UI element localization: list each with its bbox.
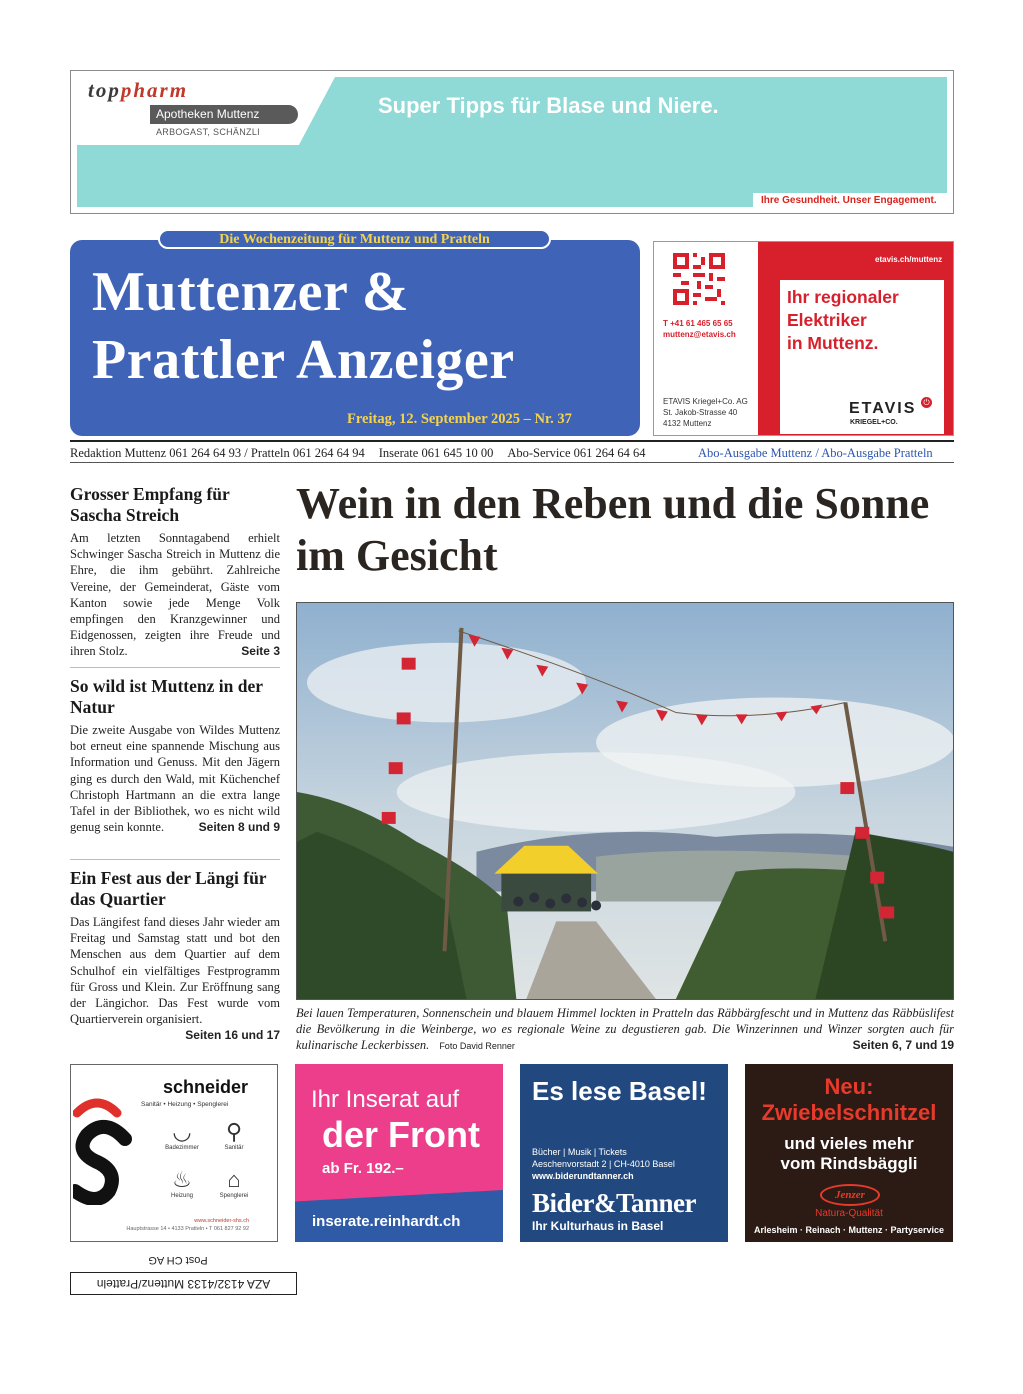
jenzer-more	[745, 1134, 953, 1174]
photo-caption	[296, 1005, 954, 1054]
schneider-contact	[115, 1217, 249, 1233]
etavis-logo-sub: KRIEGEL+CO.	[850, 419, 898, 426]
toppharm-logo: toppharm	[88, 78, 189, 102]
toppharm-headline: Super Tipps für Blase und Niere.	[378, 93, 719, 118]
wrench-icon: ⚲	[225, 1119, 243, 1144]
etavis-headline-line: in Muttenz.	[787, 333, 879, 353]
contact-abo: Abo-Service 061 264 64 64	[507, 446, 646, 460]
service-label: Sanitär	[224, 1145, 244, 1151]
teaser-text: Das Längifest fand dieses Jahr wieder am Freitag und Samstag statt und bot den Menschen aus dem Quartier auf dem Schulhof ein vielfältiges Festprogramm für Gross und Klein. Zur Eröffnung sang der Längichor. Das Fest wurde vom Quartierverein organisiert.	[70, 915, 280, 1027]
teaser-article[interactable]	[70, 868, 280, 1044]
basel-info-line: Aeschenvorstadt 2 | CH-4010 Basel	[532, 1159, 675, 1169]
etavis-address	[663, 396, 748, 429]
teaser-page-ref[interactable]: Seiten 16 und 17	[185, 1028, 280, 1043]
schneider-services: Sanitär • Heizung • Spenglerei	[141, 1101, 229, 1108]
etavis-email: muttenz@etavis.ch	[663, 330, 736, 339]
sanitary-service	[207, 1119, 261, 1151]
etavis-addr-line: ETAVIS Kriegel+Co. AG	[663, 397, 748, 406]
power-icon: ⏻	[921, 397, 932, 408]
basel-url[interactable]: www.biderundtanner.ch	[532, 1171, 634, 1181]
heater-icon: ♨	[172, 1167, 192, 1192]
roofing-service	[207, 1167, 261, 1199]
teaser-title[interactable]: Grosser Empfang für Sascha Streich	[70, 484, 230, 525]
jenzer-more-line: vom Rindsbäggli	[780, 1154, 918, 1173]
teaser-page-ref[interactable]: Seiten 8 und 9	[198, 820, 280, 835]
masthead-title	[92, 258, 515, 394]
jenzer-quality: Natura-Qualität	[815, 1208, 883, 1219]
teaser-article[interactable]	[70, 676, 280, 835]
divider	[70, 667, 280, 668]
toppharm-sub: ARBOGAST, SCHÄNZLI	[156, 127, 260, 137]
inserat-price: ab Fr. 192.–	[322, 1160, 404, 1177]
inserat-url[interactable]: inserate.reinhardt.ch	[312, 1213, 461, 1230]
basel-headline: Es lese Basel!	[532, 1076, 707, 1106]
divider	[70, 859, 280, 860]
schneider-ad[interactable]	[70, 1064, 278, 1242]
teaser-title[interactable]: So wild ist Muttenz in der Natur	[70, 676, 263, 717]
teaser-text: Am letzten Sonntagabend erhielt Schwinger Sascha Streich in Muttenz die Ehre, die ihm gebührt. Zahlreiche Vereine, der Gemeinderat, Gäste vom Kanton sowie jede Menge Volk empfingen den Kranzgewinner und Eidgenossen, zeigten ihre Freude und ihren Stolz.	[70, 531, 280, 659]
bider-tanner-logo: Bider&Tanner	[532, 1188, 697, 1218]
teaser-title[interactable]: Ein Fest aus der Längi für das Quartier	[70, 868, 267, 909]
schneider-brand: schneider	[163, 1077, 249, 1097]
heating-service	[155, 1167, 209, 1199]
masthead-tagline: Die Wochenzeitung für Muttenz und Pratteln	[158, 229, 551, 249]
issue-date: Freitag, 12. September 2025 – Nr. 37	[347, 411, 572, 427]
service-label: Spenglerei	[219, 1193, 249, 1199]
service-label: Badezimmer	[165, 1145, 199, 1151]
bider-tanner-ad[interactable]	[520, 1064, 728, 1242]
bathtub-icon: ◡	[172, 1119, 192, 1144]
basel-info-line: Bücher | Musik | Tickets	[532, 1147, 627, 1157]
jenzer-product: Zwiebelschnitzel	[761, 1100, 937, 1125]
postal-post: Post CH AG	[148, 1254, 208, 1266]
basel-info	[532, 1146, 675, 1182]
schneider-logo-icon	[73, 1095, 137, 1205]
etavis-contact	[663, 318, 736, 340]
basel-sub: Ihr Kulturhaus in Basel	[532, 1219, 664, 1233]
story-page-ref[interactable]: Seiten 6, 7 und 19	[852, 1038, 954, 1052]
contact-bar	[70, 446, 646, 461]
jenzer-ad[interactable]	[745, 1064, 953, 1242]
teaser-body	[70, 530, 280, 660]
masthead-title-line1: Muttenzer &	[92, 261, 409, 323]
etavis-addr-line: St. Jakob-Strasse 40	[663, 408, 738, 417]
service-label: Heizung	[170, 1193, 193, 1199]
qr-code-icon[interactable]	[673, 253, 725, 305]
etavis-addr-line: 4132 Muttenz	[663, 419, 712, 428]
photo-credit: Foto David Renner	[439, 1041, 515, 1051]
jenzer-logo: Jenzer	[820, 1184, 880, 1206]
inserat-line1: Ihr Inserat auf	[311, 1086, 460, 1113]
jenzer-locations: Arlesheim · Reinach · Muttenz · Partyservice	[753, 1225, 945, 1235]
jenzer-new: Neu:	[824, 1074, 874, 1099]
etavis-phone: T +41 61 465 65 65	[663, 319, 733, 328]
inserat-ad[interactable]	[295, 1064, 503, 1242]
toppharm-pill: Apotheken Muttenz	[150, 105, 298, 124]
postal-aza: AZA 4132/4133 Muttenz/Pratteln	[70, 1272, 297, 1295]
masthead-title-line2: Prattler Anzeiger	[92, 329, 515, 391]
caption-text: Bei lauen Temperaturen, Sonnenschein und blauem Himmel lockten in Pratteln das Räbbärgfescht und in Muttenz das Räbbüslifest die Bevölkerung in die Weinberge, wo es regionale Weine zu degustieren gab. Die Winzerinnen und Winzer sorgten auch für kulinarische Leckerbissen.	[296, 1006, 954, 1052]
teaser-page-ref[interactable]: Seite 3	[241, 644, 280, 659]
teaser-body	[70, 914, 280, 1043]
vineyard-photo[interactable]	[296, 602, 954, 1000]
etavis-headline-line: Elektriker	[787, 310, 867, 330]
divider	[70, 462, 954, 463]
abo-ausgabe-link[interactable]: Abo-Ausgabe Muttenz / Abo-Ausgabe Pratteln	[698, 446, 933, 460]
etavis-logo: ETAVIS	[849, 400, 917, 417]
schneider-address: Hauptstrasse 14 • 4133 Pratteln • T 061 827 92 92	[126, 1226, 249, 1232]
etavis-url[interactable]: etavis.ch/muttenz	[875, 255, 943, 264]
toppharm-footer: Ihre Gesundheit. Unser Engagement.	[753, 193, 949, 209]
contact-inserate: Inserate 061 645 10 00	[378, 446, 494, 460]
teaser-body	[70, 722, 280, 835]
bathroom-service	[155, 1119, 209, 1151]
inserat-line2: der Front	[322, 1114, 480, 1155]
main-headline[interactable]: Wein in den Reben und die Sonne im Gesicht	[296, 479, 930, 580]
divider	[70, 440, 954, 442]
contact-redaktion: Redaktion Muttenz 061 264 64 93 / Pratteln 061 264 64 94	[70, 446, 365, 460]
schneider-url[interactable]: www.schneider-shs.ch	[194, 1218, 249, 1224]
jenzer-more-line: und vieles mehr	[784, 1134, 914, 1153]
etavis-headline-line: Ihr regionaler	[787, 287, 899, 307]
etavis-headline	[787, 286, 899, 355]
teaser-article[interactable]	[70, 484, 280, 660]
teaser-text: Die zweite Ausgabe von Wildes Muttenz bot erneut eine spannende Mischung aus Information und Genuss. Mit den Jägern ging es durch den Wald, mit Küchenchef Christoph Hartmann an die extra lange Tafel in der Bibliothek, wo es nicht wild genug sein konnte.	[70, 723, 280, 835]
house-icon: ⌂	[227, 1167, 241, 1192]
